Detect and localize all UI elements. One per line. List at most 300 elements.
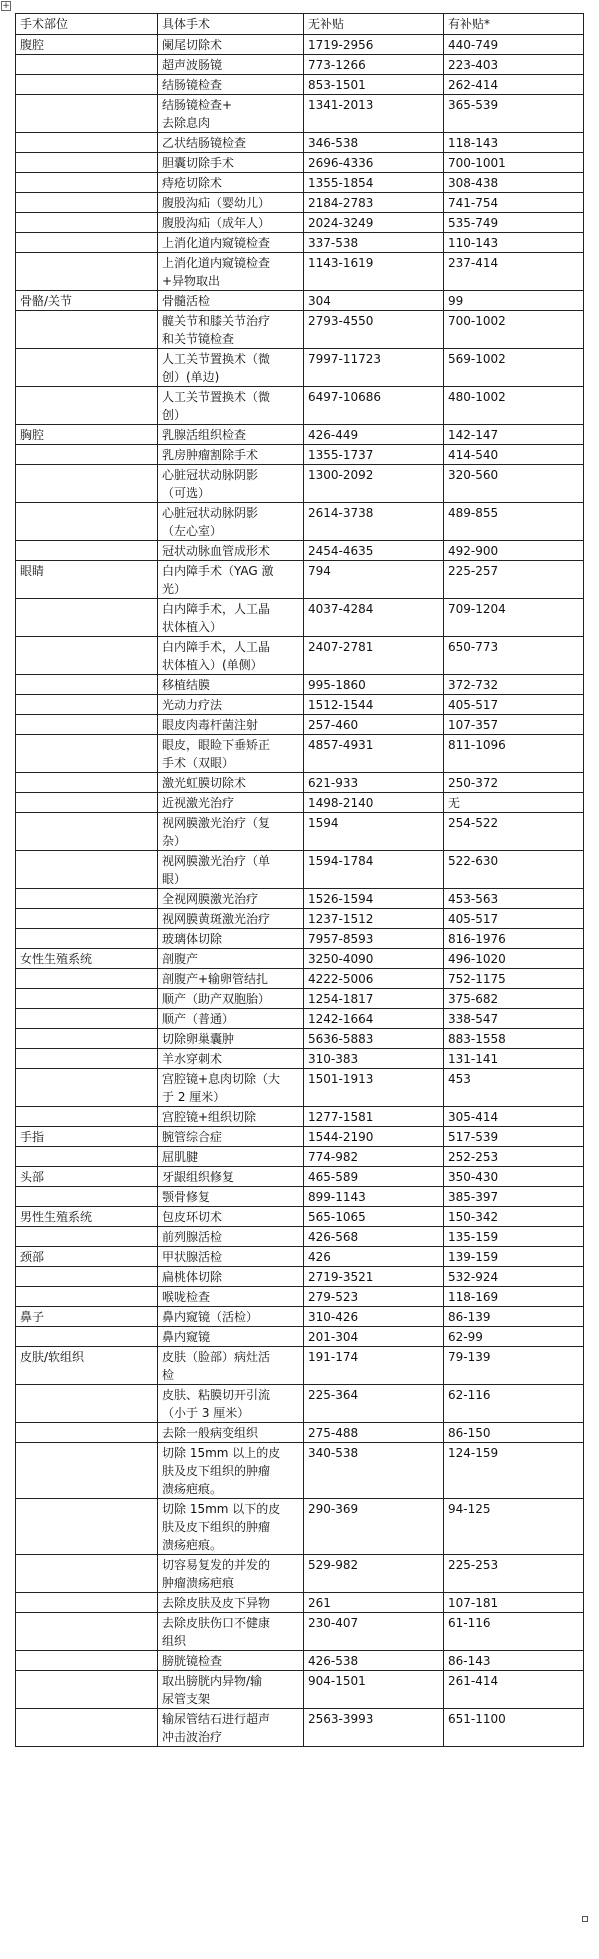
region-cell	[16, 989, 158, 1009]
procedure-cell: 人工关节置换术（微 创）(单边)	[158, 349, 304, 387]
no-subsidy-cell: 1242-1664	[304, 1009, 444, 1029]
procedure-cell: 腕管综合症	[158, 1127, 304, 1147]
region-cell	[16, 349, 158, 387]
region-cell	[16, 1555, 158, 1593]
table-row	[16, 1029, 584, 1049]
table-row	[16, 1127, 584, 1147]
table-row	[16, 813, 584, 851]
with-subsidy-cell: 700-1002	[444, 311, 584, 349]
region-cell	[16, 1069, 158, 1107]
no-subsidy-cell: 257-460	[304, 715, 444, 735]
region-cell	[16, 1227, 158, 1247]
region-cell	[16, 1327, 158, 1347]
no-subsidy-cell: 5636-5883	[304, 1029, 444, 1049]
table-row	[16, 1593, 584, 1613]
with-subsidy-cell: 252-253	[444, 1147, 584, 1167]
table-row	[16, 95, 584, 133]
table-row	[16, 55, 584, 75]
table-row	[16, 213, 584, 233]
procedure-cell: 视网膜激光治疗（单 眼）	[158, 851, 304, 889]
no-subsidy-cell: 853-1501	[304, 75, 444, 95]
procedure-cell: 白内障手术，人工晶 状体植入）(单侧）	[158, 637, 304, 675]
region-cell	[16, 1423, 158, 1443]
region-cell	[16, 173, 158, 193]
region-cell	[16, 1107, 158, 1127]
no-subsidy-cell: 426-449	[304, 425, 444, 445]
no-subsidy-cell: 621-933	[304, 773, 444, 793]
procedure-cell: 上消化道内窥镜检查	[158, 233, 304, 253]
no-subsidy-cell: 2024-3249	[304, 213, 444, 233]
no-subsidy-cell: 1277-1581	[304, 1107, 444, 1127]
with-subsidy-cell: 305-414	[444, 1107, 584, 1127]
region-cell	[16, 813, 158, 851]
no-subsidy-cell: 7957-8593	[304, 929, 444, 949]
with-subsidy-cell: 517-539	[444, 1127, 584, 1147]
no-subsidy-cell: 310-383	[304, 1049, 444, 1069]
region-cell	[16, 735, 158, 773]
no-subsidy-cell: 201-304	[304, 1327, 444, 1347]
table-resize-handle[interactable]	[582, 1916, 588, 1922]
table-row	[16, 387, 584, 425]
table-row	[16, 1555, 584, 1593]
no-subsidy-cell: 1355-1854	[304, 173, 444, 193]
region-cell: 女性生殖系统	[16, 949, 158, 969]
table-row	[16, 193, 584, 213]
region-cell	[16, 695, 158, 715]
no-subsidy-cell: 191-174	[304, 1347, 444, 1385]
table-row	[16, 133, 584, 153]
table-row	[16, 1167, 584, 1187]
table-row	[16, 1327, 584, 1347]
region-cell: 男性生殖系统	[16, 1207, 158, 1227]
no-subsidy-cell: 261	[304, 1593, 444, 1613]
header-row	[16, 14, 584, 35]
no-subsidy-cell: 2407-2781	[304, 637, 444, 675]
procedure-cell: 心脏冠状动脉阴影 （左心室）	[158, 503, 304, 541]
with-subsidy-cell: 414-540	[444, 445, 584, 465]
no-subsidy-cell: 225-364	[304, 1385, 444, 1423]
procedure-cell: 白内障手术（YAG 激 光）	[158, 561, 304, 599]
procedure-cell: 前列腺活检	[158, 1227, 304, 1247]
region-cell	[16, 1593, 158, 1613]
no-subsidy-cell: 565-1065	[304, 1207, 444, 1227]
with-subsidy-cell: 110-143	[444, 233, 584, 253]
with-subsidy-cell: 522-630	[444, 851, 584, 889]
region-cell: 皮肤/软组织	[16, 1347, 158, 1385]
region-cell	[16, 213, 158, 233]
table-row	[16, 233, 584, 253]
procedure-cell: 皮肤（脸部）病灶活 检	[158, 1347, 304, 1385]
with-subsidy-cell: 118-143	[444, 133, 584, 153]
with-subsidy-cell: 62-116	[444, 1385, 584, 1423]
region-cell	[16, 773, 158, 793]
with-subsidy-cell: 405-517	[444, 695, 584, 715]
with-subsidy-cell: 254-522	[444, 813, 584, 851]
with-subsidy-cell: 94-125	[444, 1499, 584, 1555]
no-subsidy-cell: 340-538	[304, 1443, 444, 1499]
with-subsidy-cell: 79-139	[444, 1347, 584, 1385]
table-move-handle[interactable]: +	[2, 1, 10, 11]
table-row	[16, 1347, 584, 1385]
procedure-cell: 皮肤、粘膜切开引流 （小于 3 厘米）	[158, 1385, 304, 1423]
table-row	[16, 1613, 584, 1651]
region-cell	[16, 541, 158, 561]
no-subsidy-cell: 1501-1913	[304, 1069, 444, 1107]
no-subsidy-cell: 426-538	[304, 1651, 444, 1671]
table-row	[16, 1267, 584, 1287]
region-cell	[16, 1385, 158, 1423]
region-cell	[16, 387, 158, 425]
with-subsidy-cell: 320-560	[444, 465, 584, 503]
with-subsidy-cell: 124-159	[444, 1443, 584, 1499]
no-subsidy-cell: 337-538	[304, 233, 444, 253]
region-cell	[16, 1651, 158, 1671]
no-subsidy-cell: 1594	[304, 813, 444, 851]
no-subsidy-cell: 230-407	[304, 1613, 444, 1651]
region-cell: 头部	[16, 1167, 158, 1187]
no-subsidy-cell: 529-982	[304, 1555, 444, 1593]
procedure-cell: 超声波肠镜	[158, 55, 304, 75]
table-row	[16, 425, 584, 445]
table-row	[16, 173, 584, 193]
no-subsidy-cell: 4037-4284	[304, 599, 444, 637]
procedure-cell: 光动力疗法	[158, 695, 304, 715]
with-subsidy-cell: 709-1204	[444, 599, 584, 637]
header-region: 手术部位	[16, 14, 158, 35]
with-subsidy-cell: 107-181	[444, 1593, 584, 1613]
with-subsidy-cell: 86-143	[444, 1651, 584, 1671]
procedure-cell: 阑尾切除术	[158, 35, 304, 55]
procedure-cell: 上消化道内窥镜检查 +异物取出	[158, 253, 304, 291]
table-row	[16, 1443, 584, 1499]
region-cell	[16, 1147, 158, 1167]
table-row	[16, 1385, 584, 1423]
with-subsidy-cell: 99	[444, 291, 584, 311]
with-subsidy-cell: 372-732	[444, 675, 584, 695]
no-subsidy-cell: 426	[304, 1247, 444, 1267]
no-subsidy-cell: 1300-2092	[304, 465, 444, 503]
with-subsidy-cell: 535-749	[444, 213, 584, 233]
no-subsidy-cell: 773-1266	[304, 55, 444, 75]
no-subsidy-cell: 1341-2013	[304, 95, 444, 133]
with-subsidy-cell: 86-150	[444, 1423, 584, 1443]
with-subsidy-cell: 816-1976	[444, 929, 584, 949]
table-row	[16, 1187, 584, 1207]
procedure-cell: 乙状结肠镜检查	[158, 133, 304, 153]
with-subsidy-cell: 250-372	[444, 773, 584, 793]
region-cell	[16, 1187, 158, 1207]
procedure-cell: 喉咙检查	[158, 1287, 304, 1307]
table-row	[16, 1227, 584, 1247]
with-subsidy-cell: 405-517	[444, 909, 584, 929]
no-subsidy-cell: 774-982	[304, 1147, 444, 1167]
region-cell	[16, 1671, 158, 1709]
procedure-cell: 鼻内窥镜（活检）	[158, 1307, 304, 1327]
no-subsidy-cell: 1143-1619	[304, 253, 444, 291]
table-row	[16, 75, 584, 95]
procedure-cell: 顺产（普通）	[158, 1009, 304, 1029]
region-cell	[16, 889, 158, 909]
region-cell: 骨骼/关节	[16, 291, 158, 311]
with-subsidy-cell: 86-139	[444, 1307, 584, 1327]
procedure-cell: 剖腹产	[158, 949, 304, 969]
region-cell	[16, 851, 158, 889]
with-subsidy-cell: 139-159	[444, 1247, 584, 1267]
with-subsidy-cell: 453	[444, 1069, 584, 1107]
procedure-cell: 髋关节和膝关节治疗 和关节镜检查	[158, 311, 304, 349]
procedure-cell: 去除一般病变组织	[158, 1423, 304, 1443]
with-subsidy-cell: 142-147	[444, 425, 584, 445]
procedure-cell: 胆囊切除手术	[158, 153, 304, 173]
no-subsidy-cell: 1594-1784	[304, 851, 444, 889]
no-subsidy-cell: 995-1860	[304, 675, 444, 695]
with-subsidy-cell: 492-900	[444, 541, 584, 561]
no-subsidy-cell: 1254-1817	[304, 989, 444, 1009]
procedure-cell: 激光虹膜切除术	[158, 773, 304, 793]
procedure-cell: 人工关节置换术（微 创）	[158, 387, 304, 425]
procedure-cell: 颚骨修复	[158, 1187, 304, 1207]
region-cell	[16, 445, 158, 465]
with-subsidy-cell: 752-1175	[444, 969, 584, 989]
with-subsidy-cell: 480-1002	[444, 387, 584, 425]
header-with-subsidy: 有补贴*	[444, 14, 584, 35]
no-subsidy-cell: 346-538	[304, 133, 444, 153]
procedure-cell: 腹股沟疝（婴幼儿）	[158, 193, 304, 213]
no-subsidy-cell: 275-488	[304, 1423, 444, 1443]
no-subsidy-cell: 1526-1594	[304, 889, 444, 909]
with-subsidy-cell: 496-1020	[444, 949, 584, 969]
with-subsidy-cell: 453-563	[444, 889, 584, 909]
no-subsidy-cell: 2184-2783	[304, 193, 444, 213]
region-cell	[16, 1287, 158, 1307]
with-subsidy-cell: 261-414	[444, 1671, 584, 1709]
with-subsidy-cell: 700-1001	[444, 153, 584, 173]
with-subsidy-cell: 61-116	[444, 1613, 584, 1651]
no-subsidy-cell: 1355-1737	[304, 445, 444, 465]
with-subsidy-cell: 308-438	[444, 173, 584, 193]
table-row	[16, 1207, 584, 1227]
table-row	[16, 1247, 584, 1267]
no-subsidy-cell: 4857-4931	[304, 735, 444, 773]
no-subsidy-cell: 1237-1512	[304, 909, 444, 929]
header-no-subsidy: 无补贴	[304, 14, 444, 35]
region-cell: 手指	[16, 1127, 158, 1147]
region-cell	[16, 969, 158, 989]
procedure-cell: 取出膀胱内异物/输 尿管支架	[158, 1671, 304, 1709]
region-cell	[16, 55, 158, 75]
table-row	[16, 445, 584, 465]
table-row	[16, 969, 584, 989]
procedure-cell: 腹股沟疝（成年人）	[158, 213, 304, 233]
no-subsidy-cell: 794	[304, 561, 444, 599]
no-subsidy-cell: 465-589	[304, 1167, 444, 1187]
table-row	[16, 35, 584, 55]
with-subsidy-cell: 883-1558	[444, 1029, 584, 1049]
no-subsidy-cell: 2793-4550	[304, 311, 444, 349]
region-cell	[16, 1049, 158, 1069]
table-row	[16, 1307, 584, 1327]
no-subsidy-cell: 279-523	[304, 1287, 444, 1307]
table-row	[16, 1107, 584, 1127]
procedure-cell: 眼皮肉毒杆菌注射	[158, 715, 304, 735]
procedure-cell: 包皮环切术	[158, 1207, 304, 1227]
table-body	[16, 14, 584, 1747]
table-row	[16, 773, 584, 793]
procedure-cell: 膀胱镜检查	[158, 1651, 304, 1671]
with-subsidy-cell: 107-357	[444, 715, 584, 735]
region-cell	[16, 599, 158, 637]
procedure-cell: 去除皮肤及皮下异物	[158, 1593, 304, 1613]
no-subsidy-cell: 426-568	[304, 1227, 444, 1247]
region-cell: 胸腔	[16, 425, 158, 445]
with-subsidy-cell: 741-754	[444, 193, 584, 213]
with-subsidy-cell: 532-924	[444, 1267, 584, 1287]
region-cell	[16, 133, 158, 153]
table-row	[16, 929, 584, 949]
no-subsidy-cell: 2696-4336	[304, 153, 444, 173]
table-row	[16, 1709, 584, 1747]
region-cell: 颈部	[16, 1247, 158, 1267]
table-row	[16, 1287, 584, 1307]
header-procedure: 具体手术	[158, 14, 304, 35]
procedure-cell: 白内障手术，人工晶 状体植入）	[158, 599, 304, 637]
procedure-cell: 眼皮，眼睑下垂矫正 手术（双眼）	[158, 735, 304, 773]
procedure-cell: 结肠镜检查	[158, 75, 304, 95]
with-subsidy-cell: 489-855	[444, 503, 584, 541]
procedure-cell: 顺产（助产双胞胎）	[158, 989, 304, 1009]
procedure-cell: 近视激光治疗	[158, 793, 304, 813]
with-subsidy-cell: 569-1002	[444, 349, 584, 387]
table-row	[16, 1423, 584, 1443]
procedure-cell: 鼻内窥镜	[158, 1327, 304, 1347]
region-cell	[16, 1029, 158, 1049]
table-row	[16, 989, 584, 1009]
procedure-cell: 宫腔镜+息肉切除（大 于 2 厘米）	[158, 1069, 304, 1107]
region-cell	[16, 929, 158, 949]
with-subsidy-cell: 811-1096	[444, 735, 584, 773]
table-row	[16, 851, 584, 889]
table-row	[16, 465, 584, 503]
procedure-cell: 全视网膜激光治疗	[158, 889, 304, 909]
table-row	[16, 695, 584, 715]
procedure-cell: 甲状腺活检	[158, 1247, 304, 1267]
no-subsidy-cell: 1512-1544	[304, 695, 444, 715]
procedure-cell: 去除皮肤伤口不健康 组织	[158, 1613, 304, 1651]
with-subsidy-cell: 350-430	[444, 1167, 584, 1187]
table-row	[16, 1049, 584, 1069]
region-cell	[16, 1267, 158, 1287]
procedure-cell: 冠状动脉血管成形术	[158, 541, 304, 561]
region-cell	[16, 675, 158, 695]
table-row	[16, 1499, 584, 1555]
region-cell	[16, 1709, 158, 1747]
table-row	[16, 793, 584, 813]
region-cell	[16, 503, 158, 541]
with-subsidy-cell: 365-539	[444, 95, 584, 133]
no-subsidy-cell: 1719-2956	[304, 35, 444, 55]
with-subsidy-cell: 650-773	[444, 637, 584, 675]
procedure-cell: 切除卵巢囊肿	[158, 1029, 304, 1049]
table-row	[16, 541, 584, 561]
table-row	[16, 735, 584, 773]
surgery-fee-table	[15, 13, 584, 1747]
with-subsidy-cell: 385-397	[444, 1187, 584, 1207]
procedure-cell: 视网膜激光治疗（复 杂）	[158, 813, 304, 851]
with-subsidy-cell: 135-159	[444, 1227, 584, 1247]
region-cell	[16, 153, 158, 173]
procedure-cell: 扁桃体切除	[158, 1267, 304, 1287]
region-cell	[16, 311, 158, 349]
region-cell	[16, 1499, 158, 1555]
table-row	[16, 311, 584, 349]
with-subsidy-cell: 651-1100	[444, 1709, 584, 1747]
table-row	[16, 889, 584, 909]
table-row	[16, 1009, 584, 1029]
region-cell	[16, 193, 158, 213]
table-row	[16, 1651, 584, 1671]
region-cell	[16, 909, 158, 929]
region-cell	[16, 253, 158, 291]
table-row	[16, 715, 584, 735]
no-subsidy-cell: 310-426	[304, 1307, 444, 1327]
region-cell	[16, 715, 158, 735]
table-row	[16, 561, 584, 599]
region-cell: 腹腔	[16, 35, 158, 55]
procedure-cell: 切除 15mm 以上的皮 肤及皮下组织的肿瘤 溃疡疤痕。	[158, 1443, 304, 1499]
procedure-cell: 剖腹产+输卵管结扎	[158, 969, 304, 989]
table-row	[16, 253, 584, 291]
table-row	[16, 949, 584, 969]
no-subsidy-cell: 304	[304, 291, 444, 311]
table-row	[16, 291, 584, 311]
no-subsidy-cell: 290-369	[304, 1499, 444, 1555]
with-subsidy-cell: 62-99	[444, 1327, 584, 1347]
region-cell	[16, 1613, 158, 1651]
procedure-cell: 移植结膜	[158, 675, 304, 695]
table-row	[16, 637, 584, 675]
no-subsidy-cell: 899-1143	[304, 1187, 444, 1207]
procedure-cell: 乳腺活组织检查	[158, 425, 304, 445]
region-cell	[16, 637, 158, 675]
table-row	[16, 503, 584, 541]
no-subsidy-cell: 2563-3993	[304, 1709, 444, 1747]
procedure-cell: 牙龈组织修复	[158, 1167, 304, 1187]
no-subsidy-cell: 4222-5006	[304, 969, 444, 989]
procedure-cell: 切容易复发的并发的 肿瘤溃疡疤痕	[158, 1555, 304, 1593]
region-cell	[16, 95, 158, 133]
procedure-cell: 屈肌腱	[158, 1147, 304, 1167]
procedure-cell: 输尿管结石进行超声 冲击波治疗	[158, 1709, 304, 1747]
region-cell	[16, 465, 158, 503]
table-row	[16, 1069, 584, 1107]
no-subsidy-cell: 7997-11723	[304, 349, 444, 387]
table-row	[16, 599, 584, 637]
procedure-cell: 玻璃体切除	[158, 929, 304, 949]
table-row	[16, 1671, 584, 1709]
region-cell	[16, 793, 158, 813]
with-subsidy-cell: 440-749	[444, 35, 584, 55]
no-subsidy-cell: 2614-3738	[304, 503, 444, 541]
no-subsidy-cell: 904-1501	[304, 1671, 444, 1709]
no-subsidy-cell: 1498-2140	[304, 793, 444, 813]
with-subsidy-cell: 338-547	[444, 1009, 584, 1029]
with-subsidy-cell: 237-414	[444, 253, 584, 291]
with-subsidy-cell: 131-141	[444, 1049, 584, 1069]
table-row	[16, 909, 584, 929]
no-subsidy-cell: 2719-3521	[304, 1267, 444, 1287]
with-subsidy-cell: 无	[444, 793, 584, 813]
region-cell	[16, 1443, 158, 1499]
